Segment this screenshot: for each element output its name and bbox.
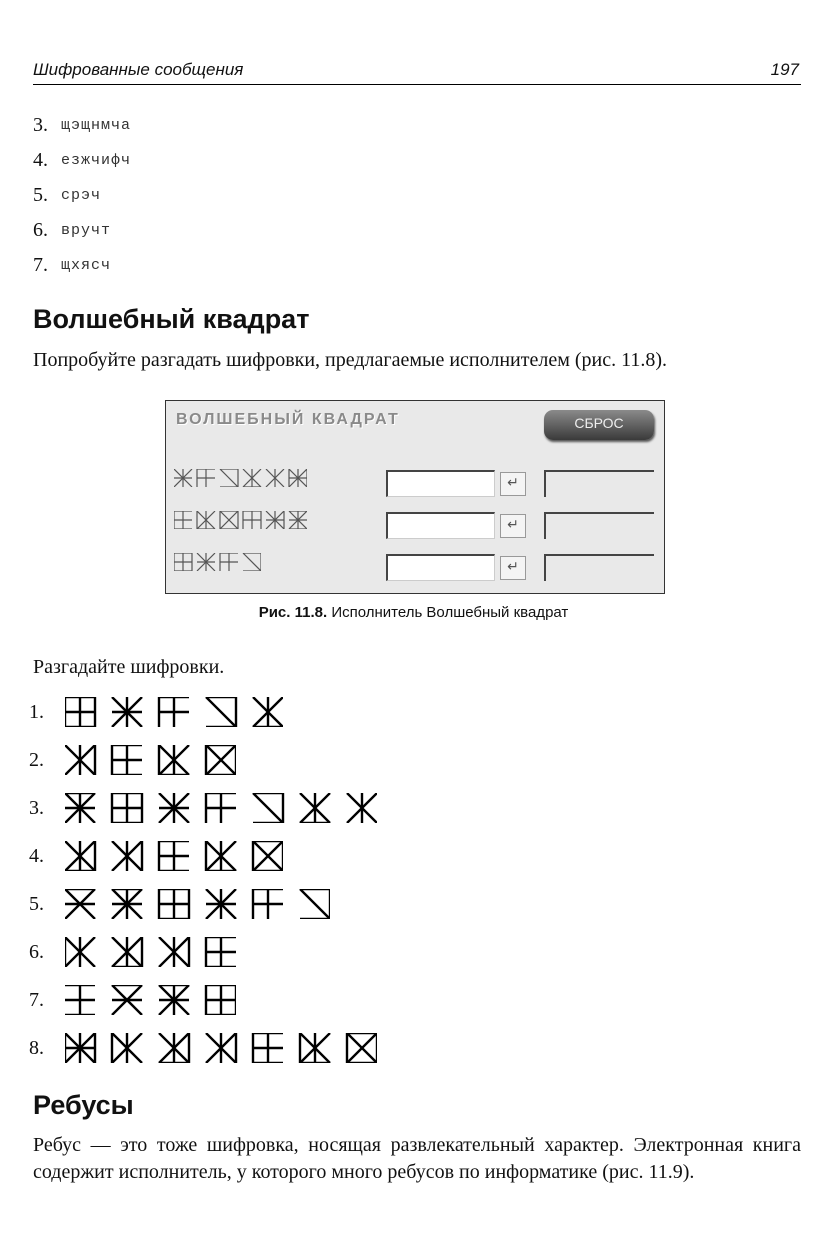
cipher-symbol-icon <box>112 745 142 775</box>
cipher-symbol-icon <box>112 841 142 871</box>
cipher-symbol-icon <box>159 889 189 919</box>
section-heading-rebus: Ребусы <box>33 1090 134 1120</box>
encrypted-word-list <box>33 108 131 283</box>
cipher-symbol-icon <box>159 745 189 775</box>
cipher-symbol-icon <box>253 841 283 871</box>
cipher-symbol-icon <box>206 697 236 727</box>
widget-row <box>174 467 654 499</box>
cipher-symbol-icon <box>65 889 95 919</box>
cipher-symbol-icon <box>112 1033 142 1063</box>
cipher-symbol-icon <box>159 937 189 967</box>
cipher-symbol-icon <box>347 793 377 823</box>
cipher-symbol-icon <box>159 841 189 871</box>
list-item: 5. срэч <box>33 184 102 206</box>
cipher-symbol-icon <box>206 745 236 775</box>
cipher-symbol-icon <box>174 553 192 571</box>
cipher-row: 1. <box>29 688 377 736</box>
cipher-glyphs <box>174 511 307 539</box>
cipher-row: 6. <box>29 928 377 976</box>
cipher-list <box>29 688 377 1072</box>
cipher-symbol-icon <box>159 1033 189 1063</box>
list-item: 3. щэщнмча <box>33 114 132 136</box>
cipher-symbol-icon <box>159 697 189 727</box>
cipher-symbol-icon <box>266 511 284 529</box>
cipher-symbol-icon <box>253 889 283 919</box>
cipher-symbol-icon <box>300 889 330 919</box>
figure-caption-text: Исполнитель Волшебный квадрат <box>331 604 569 621</box>
cipher-symbol-icon <box>243 469 261 487</box>
cipher-glyphs <box>65 697 283 727</box>
cipher-symbol-icon <box>174 469 192 487</box>
running-header <box>33 58 801 85</box>
cipher-glyphs <box>174 469 307 497</box>
cipher-symbol-icon <box>65 985 95 1015</box>
enter-arrow-icon[interactable]: ↵ <box>500 472 526 496</box>
cipher-row: 7. <box>29 976 377 1024</box>
cipher-symbol-icon <box>112 985 142 1015</box>
cipher-symbol-icon <box>206 985 236 1015</box>
cipher-glyphs <box>174 553 261 581</box>
cipher-symbol-icon <box>253 697 283 727</box>
cipher-symbol-icon <box>253 793 283 823</box>
page-number: 197 <box>770 60 799 79</box>
cipher-symbol-icon <box>112 793 142 823</box>
cipher-row: 5. <box>29 880 377 928</box>
cipher-symbol-icon <box>289 469 307 487</box>
cipher-symbol-icon <box>112 937 142 967</box>
enter-arrow-icon[interactable]: ↵ <box>500 556 526 580</box>
section-paragraph: Попробуйте разгадать шифровки, предлагаемые исполнителем (рис. 11.8). <box>33 349 668 371</box>
cipher-glyphs <box>65 1033 377 1063</box>
cipher-symbol-icon <box>65 745 95 775</box>
cipher-symbol-icon <box>220 511 238 529</box>
cipher-symbol-icon <box>220 469 238 487</box>
cipher-symbol-icon <box>174 511 192 529</box>
cipher-glyphs <box>65 841 283 871</box>
cipher-symbol-icon <box>206 889 236 919</box>
cipher-symbol-icon <box>289 511 307 529</box>
answer-input[interactable] <box>386 554 495 581</box>
enter-arrow-icon[interactable]: ↵ <box>500 514 526 538</box>
cipher-symbol-icon <box>159 793 189 823</box>
cipher-row: 2. <box>29 736 377 784</box>
cipher-glyphs <box>65 937 236 967</box>
cipher-symbol-icon <box>112 889 142 919</box>
cipher-symbol-icon <box>253 1033 283 1063</box>
cipher-symbol-icon <box>197 511 215 529</box>
cipher-symbol-icon <box>220 553 238 571</box>
cipher-glyphs <box>65 793 377 823</box>
cipher-glyphs <box>65 745 236 775</box>
list-item: 7. щхясч <box>33 254 112 276</box>
cipher-symbol-icon <box>206 937 236 967</box>
widget-row <box>174 509 654 541</box>
list-item: 4. езжчифч <box>33 149 132 171</box>
cipher-symbol-icon <box>206 841 236 871</box>
answer-input[interactable] <box>386 512 495 539</box>
widget-row <box>174 551 654 583</box>
cipher-symbol-icon <box>300 1033 330 1063</box>
cipher-symbol-icon <box>65 697 95 727</box>
cipher-symbol-icon <box>243 511 261 529</box>
cipher-symbol-icon <box>159 985 189 1015</box>
cipher-symbol-icon <box>300 793 330 823</box>
cipher-row: 4. <box>29 832 377 880</box>
answer-input[interactable] <box>386 470 495 497</box>
chapter-title: Шифрованные сообщения <box>33 60 244 79</box>
cipher-symbol-icon <box>65 841 95 871</box>
reset-button[interactable]: СБРОС <box>544 410 654 440</box>
cipher-symbol-icon <box>206 1033 236 1063</box>
result-field <box>544 470 654 497</box>
magic-square-widget <box>165 400 665 594</box>
cipher-symbol-icon <box>243 553 261 571</box>
cipher-symbol-icon <box>112 697 142 727</box>
cipher-row: 3. <box>29 784 377 832</box>
cipher-symbol-icon <box>197 469 215 487</box>
result-field <box>544 512 654 539</box>
cipher-symbol-icon <box>197 553 215 571</box>
cipher-row: 8. <box>29 1024 377 1072</box>
figure-caption <box>0 604 827 621</box>
cipher-symbol-icon <box>65 793 95 823</box>
figure-label: Рис. 11.8. <box>258 604 328 621</box>
cipher-glyphs <box>65 985 236 1015</box>
cipher-symbol-icon <box>347 1033 377 1063</box>
cipher-symbol-icon <box>65 937 95 967</box>
section-paragraph: Ребус — это тоже шифровка, носящая развлекательный характер. Электронная книга содержит исполнитель, у которого много ребусов по информатике (рис. 11.9). <box>33 1134 801 1183</box>
cipher-symbol-icon <box>65 1033 95 1063</box>
task-text: Разгадайте шифровки. <box>33 656 225 678</box>
cipher-symbol-icon <box>206 793 236 823</box>
section-heading-magic-square: Волшебный квадрат <box>33 304 310 334</box>
cipher-symbol-icon <box>266 469 284 487</box>
result-field <box>544 554 654 581</box>
list-item: 6. вручт <box>33 219 112 241</box>
widget-title: ВОЛШЕБНЫЙ КВАДРАТ <box>176 411 400 428</box>
cipher-glyphs <box>65 889 330 919</box>
